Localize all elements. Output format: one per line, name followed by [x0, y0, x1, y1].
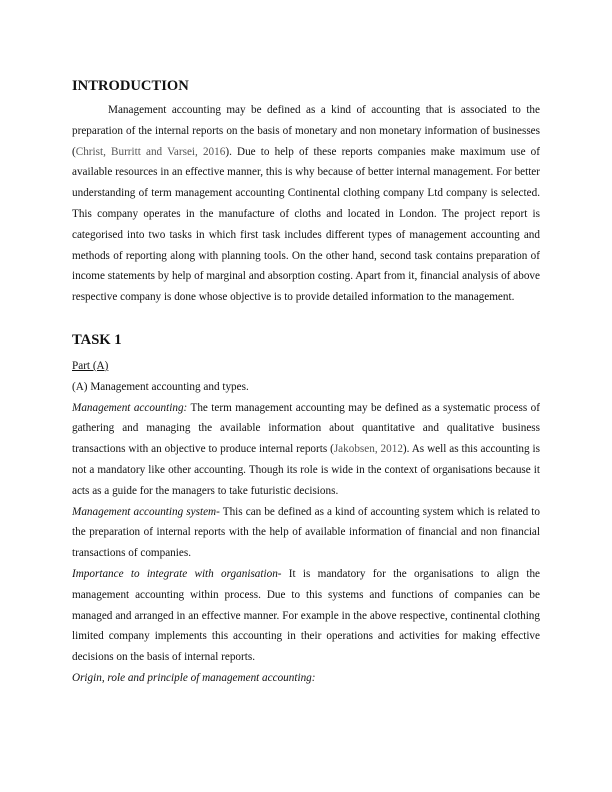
management-accounting-term: Management accounting: [72, 401, 188, 414]
ma-citation: Jakobsen, 2012 [333, 443, 403, 456]
intro-citation: Christ, Burritt and Varsei, 2016 [75, 145, 226, 158]
section-spacer [72, 308, 540, 330]
management-accounting-paragraph [72, 398, 540, 502]
mas-term: Management accounting system- [72, 505, 220, 518]
intro-text-part-2: ). Due to help of these reports companies make maximum use of available resources in an effective manner, this is why because of better internal management. For better understanding of term management accounting Continental clothing company Ltd company is selected. This company operates in the manufacture of cloths and located in London. The project report is categorised into two tasks in which first task includes different types of management accounting and methods of reporting along with planning tools. On the other hand, second task contains preparation of income statements by help of marginal and absorption costing. Apart from it, financial analysis of above respective company is done whose objective is to provide detailed information to the management. [72, 145, 540, 304]
origin-term: Origin, role and principle of management accounting: [72, 671, 316, 684]
introduction-heading: INTRODUCTION [72, 78, 189, 94]
importance-term: Importance to integrate with organisation- [72, 567, 282, 580]
part-a-label: Part (A) [72, 359, 109, 372]
management-accounting-system-paragraph [72, 502, 540, 564]
importance-paragraph [72, 564, 540, 668]
ma-text-part-1: The term management accounting may be defined as a systematic process of gathering and managing the available information about quantitative and qualitative business transactions with an objective to produce internal reports ( [72, 401, 540, 456]
intro-text-part-1: Management accounting may be defined as a kind of accounting that is associated to the preparation of the internal reports on the basis of monetary and non monetary information of businesses ( [72, 104, 540, 158]
mas-text: This can be defined as a kind of accounting system which is related to the preparation of internal reports with the help of available information of financial and non financial transactions of companies. [72, 505, 540, 560]
task1-heading: TASK 1 [72, 331, 122, 348]
origin-heading-line [72, 668, 540, 689]
task1-subheading: (A) Management accounting and types. [72, 380, 249, 393]
introduction-paragraph [72, 100, 540, 308]
document-page [72, 76, 540, 689]
importance-text: It is mandatory for the organisations to align the management accounting within process. Due to this systems and functions of companies can be managed and arranged in an effective manner. For example in the above respective, continental clothing limited company implements this accounting in their operations and activities for making effective decisions on the basis of internal reports. [72, 567, 541, 664]
ma-text-part-2: ). As well as this accounting is not a mandatory like other accounting. Though its role is wide in the context of organisations because it acts as a guide for the managers to take futuristic decisions. [72, 443, 540, 497]
